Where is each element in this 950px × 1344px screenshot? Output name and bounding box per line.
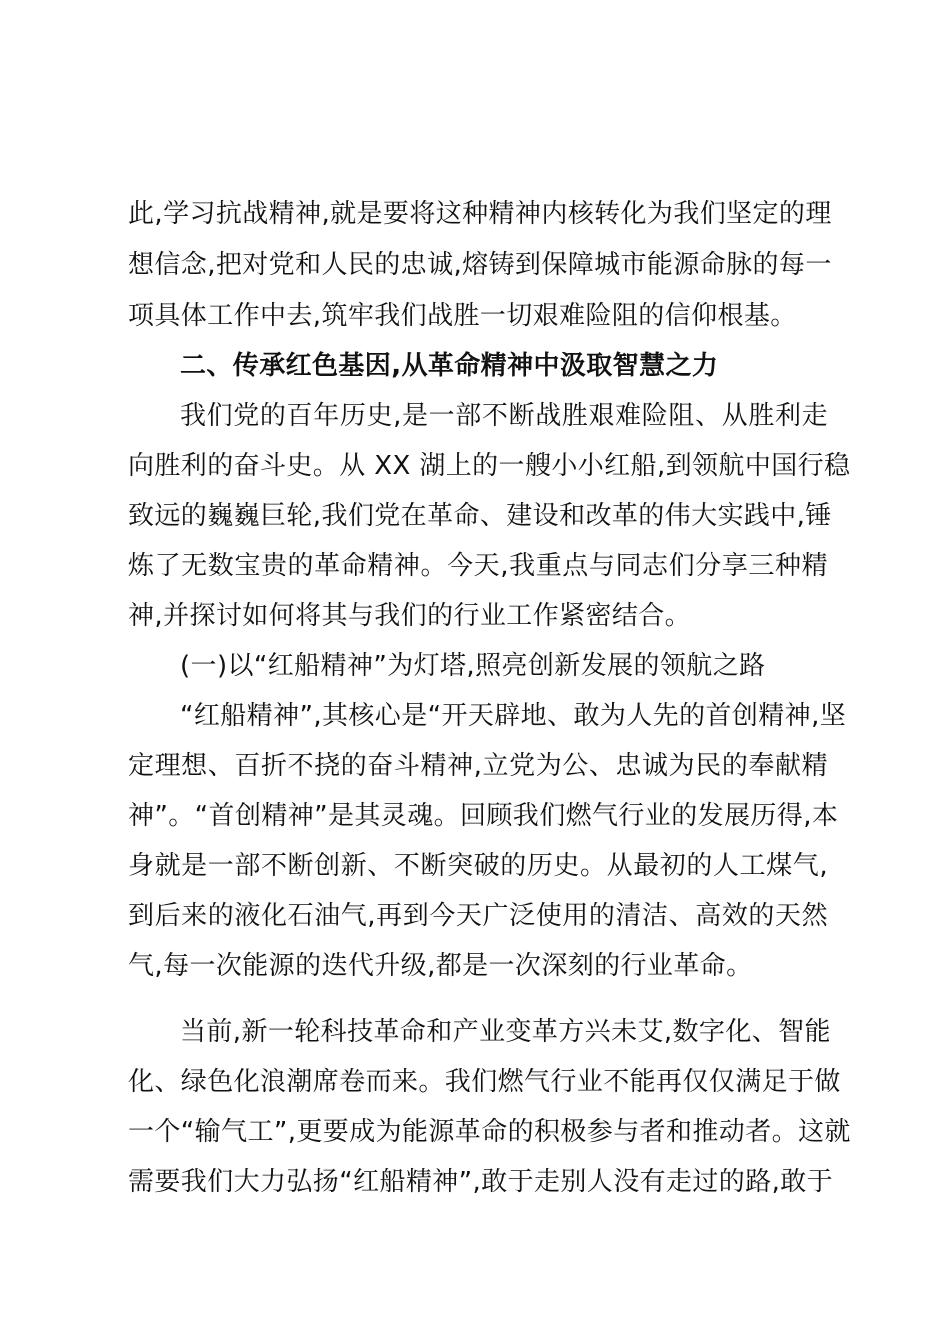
paragraph-line: 此,学习抗战精神,就是要将这种精神内核转化为我们坚定的理 bbox=[128, 199, 832, 229]
paragraph-line: 神”。“首创精神”是其灵魂。回顾我们燃气行业的发展历得,本 bbox=[128, 801, 839, 831]
paragraph-line: 炼了无数宝贵的革命精神。今天,我重点与同志们分享三种精 bbox=[128, 551, 828, 581]
paragraph-line: “红船精神”,其核心是“开天辟地、敢为人先的首创精神,坚 bbox=[180, 701, 847, 731]
paragraph-line: 想信念,把对党和人民的忠诚,熔铸到保障城市能源命脉的每一 bbox=[128, 250, 832, 280]
paragraph-line: 向胜利的奋斗史。从 XX 湖上的一艘小小红船,到领航中国行稳 bbox=[128, 451, 851, 481]
paragraph-line: 需要我们大力弘扬“红船精神”,敢于走别人没有走过的路,敢于 bbox=[128, 1167, 834, 1197]
section-heading: 二、传承红色基因,从革命精神中汲取智慧之力 bbox=[180, 351, 719, 381]
paragraph-line: 一个“输气工”,更要成为能源革命的积极参与者和推动者。这就 bbox=[128, 1117, 851, 1147]
paragraph-line: 身就是一部不断创新、不断突破的历史。从最初的人工煤气, bbox=[128, 851, 828, 881]
paragraph-line: 项具体工作中去,筑牢我们战胜一切艰难险阻的信仰根基。 bbox=[128, 301, 797, 331]
paragraph-line: 我们党的百年历史,是一部不断战胜艰难险阻、从胜利走 bbox=[180, 401, 828, 431]
subsection-heading: (一)以“红船精神”为灯塔,照亮创新发展的领航之路 bbox=[180, 651, 766, 681]
paragraph-line: 神,并探讨如何将其与我们的行业工作紧密结合。 bbox=[128, 601, 692, 631]
paragraph-line: 到后来的液化石油气,再到今天广泛使用的清洁、高效的天然 bbox=[128, 901, 828, 931]
paragraph-line: 定理想、百折不挠的奋斗精神,立党为公、忠诚为民的奉献精 bbox=[128, 751, 828, 781]
paragraph-line: 化、绿色化浪潮席卷而来。我们燃气行业不能再仅仅满足于做 bbox=[128, 1067, 841, 1097]
paragraph-line: 当前,新一轮科技革命和产业变革方兴未艾,数字化、智能 bbox=[180, 1017, 831, 1047]
paragraph-line: 气,每一次能源的迭代升级,都是一次深刻的行业革命。 bbox=[128, 951, 753, 981]
paragraph-line: 致远的巍巍巨轮,我们党在革命、建设和改革的伟大实践中,锤 bbox=[128, 501, 832, 531]
